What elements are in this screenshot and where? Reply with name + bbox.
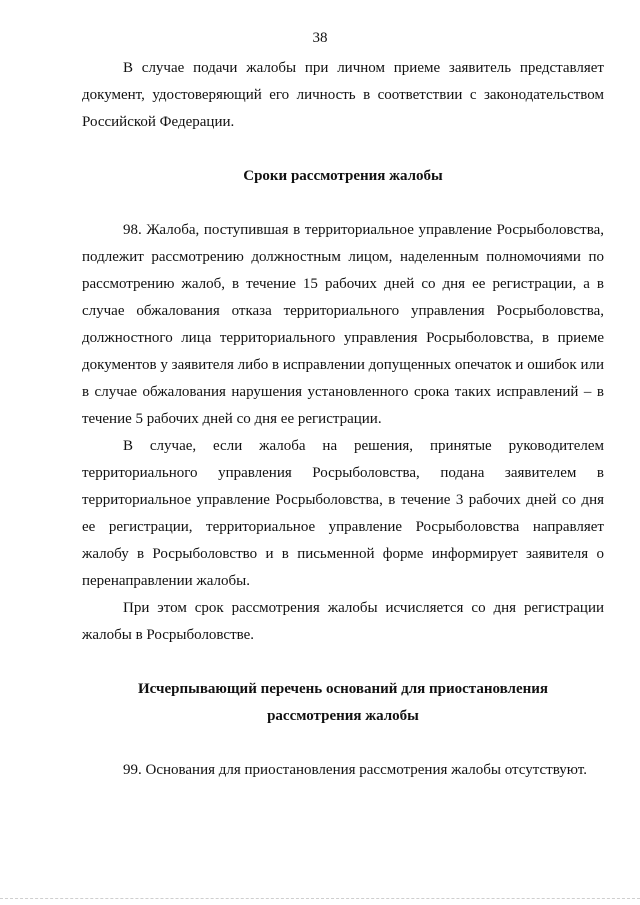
scan-edge-divider <box>0 898 640 900</box>
paragraph-99: 99. Основания для приостановления рассмотрения жалобы отсутствуют. <box>123 762 587 778</box>
paragraph-98: 98. Жалоба, поступившая в территориальное управление Росрыболовства, подлежит рассмотрению должностным лицом, наделенным полномочиями по рассмотрению жалоб, в течение 15 рабочих дней со дня ее регистрации, а в случае обжалования отказа территориального управления Росрыболовства, должностного лица территориального управления Росрыболовства, в приеме документов у заявителя либо в исправлении допущенных опечаток и ошибок или в случае обжалования нарушения установленного срока таких исправлений – в течение 5 рабочих дней со дня ее регистрации. <box>82 222 604 427</box>
document-body <box>82 55 604 784</box>
section-heading-suspension <box>82 676 604 730</box>
paragraph-redirect: В случае, если жалоба на решения, принятые руководителем территориального управления Росрыболовства, подана заявителем в территориальное управление Росрыболовства, в течение 3 рабочих дней со дня ее регистрации, территориальное управление Росрыболовства направляет жалобу в Росрыболовство и в письменной форме информирует заявителя о перенаправлении жалобы. <box>82 438 604 589</box>
paragraph-term-start: При этом срок рассмотрения жалобы исчисляется со дня регистрации жалобы в Росрыболовстве. <box>82 600 604 643</box>
intro-paragraph: В случае подачи жалобы при личном приеме заявитель представляет документ, удостоверяющий его личность в соответствии с законодательством Российской Федерации. <box>82 60 604 130</box>
section-heading-suspension-line1: Исчерпывающий перечень оснований для приостановления <box>137 681 549 697</box>
section-heading-terms: Сроки рассмотрения жалобы <box>243 168 443 184</box>
page-number: 38 <box>312 30 328 46</box>
section-heading-suspension-line2: рассмотрения жалобы <box>267 708 419 724</box>
